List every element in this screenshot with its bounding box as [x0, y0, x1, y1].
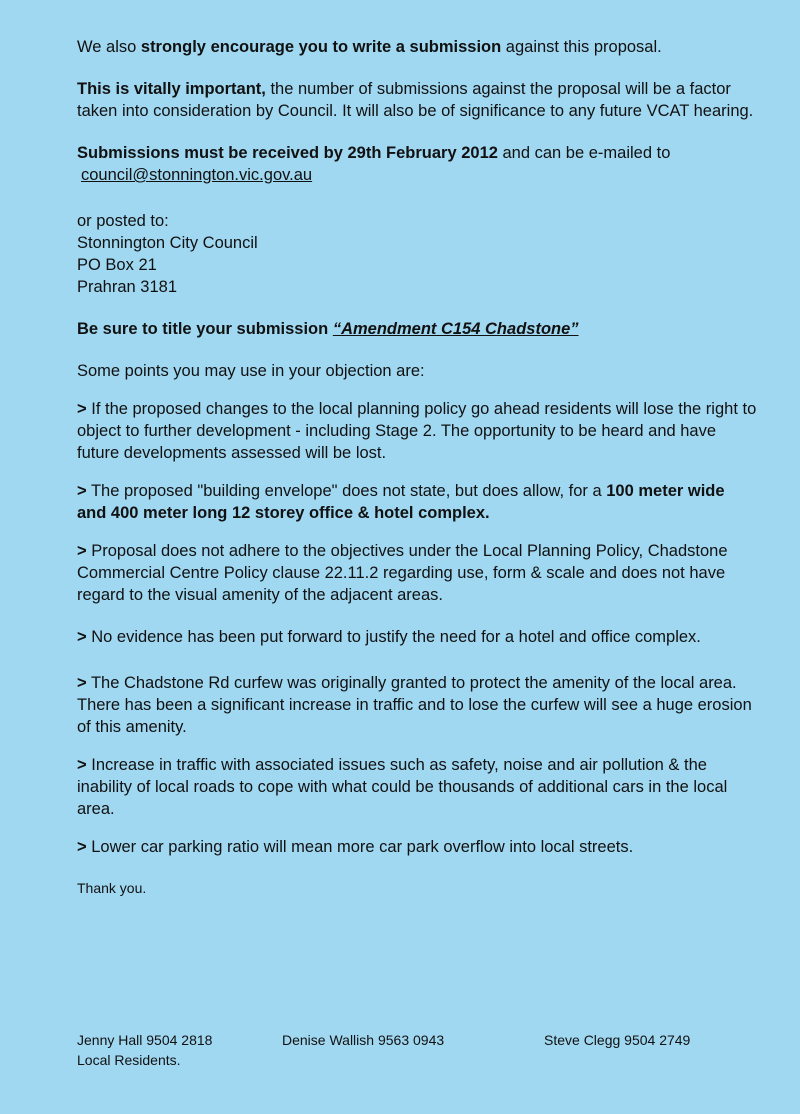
- objection-point: [77, 836, 757, 858]
- deadline-paragraph: [77, 142, 757, 164]
- point-text: The Chadstone Rd curfew was originally granted to protect the amenity of the local area. There has been a significant increase in traffic and to lose the curfew will see a huge erosion of this amenity.: [77, 674, 752, 736]
- council-email-link[interactable]: council@stonnington.vic.gov.au: [81, 166, 313, 184]
- signature-contact: Denise Wallish 9563 0943: [282, 1032, 445, 1048]
- intro-paragraph-2: [77, 78, 757, 122]
- bullet-marker: >: [77, 838, 87, 856]
- objection-point: [77, 540, 757, 606]
- bullet-marker: >: [77, 674, 87, 692]
- signature-contact: Jenny Hall 9504 2818: [77, 1032, 213, 1048]
- deadline-text: and can be e-mailed to: [497, 144, 671, 162]
- intro-emphasis: strongly encourage you to write a submission: [140, 38, 502, 56]
- bullet-marker: >: [77, 756, 87, 774]
- importance-emphasis: This is vitally important,: [77, 80, 266, 98]
- address-line: Prahran 3181: [77, 278, 177, 296]
- objection-point: [77, 622, 757, 652]
- objection-point: [77, 754, 757, 820]
- importance-text: the number of submissions against the proposal will be a factor taken into consideration by Council. It will also be of significance to any future VCAT hearing.: [77, 80, 754, 120]
- posted-to-label: or posted to:: [77, 212, 169, 230]
- objection-point: [77, 398, 757, 464]
- point-text: The proposed "building envelope" does not state, but does allow, for a: [90, 482, 607, 500]
- intro-text: We also: [77, 38, 141, 56]
- signature-contact: Steve Clegg 9504 2749: [544, 1032, 691, 1048]
- address-line: PO Box 21: [77, 256, 157, 274]
- point-text: Increase in traffic with associated issues such as safety, noise and air pollution & the inability of local roads to cope with what could be thousands of additional cars in the local area.: [77, 756, 728, 818]
- bullet-marker: >: [77, 628, 87, 646]
- point-text: If the proposed changes to the local planning policy go ahead residents will lose the right to object to further development - including Stage 2. The opportunity to be heard and have future developments assessed will be lost.: [77, 400, 757, 462]
- point-text: Lower car parking ratio will mean more car park overflow into local streets.: [91, 838, 634, 856]
- bullet-marker: >: [77, 542, 87, 560]
- point-text: No evidence has been put forward to justify the need for a hotel and office complex.: [91, 628, 701, 646]
- title-instruction-text: Be sure to title your submission: [77, 320, 333, 338]
- amendment-title: “Amendment C154 Chadstone”: [332, 320, 579, 338]
- intro-text: against this proposal.: [501, 38, 662, 56]
- bullet-marker: >: [77, 400, 87, 418]
- closing-text: Thank you.: [77, 880, 147, 896]
- points-intro: Some points you may use in your objection are:: [77, 362, 425, 380]
- deadline-emphasis: Submissions must be received by 29th February 2012: [77, 144, 498, 162]
- submission-title-instruction: [77, 318, 757, 340]
- objection-point: [77, 480, 757, 524]
- flyer-body: [77, 36, 757, 898]
- intro-paragraph-1: [77, 36, 757, 58]
- point-text: Proposal does not adhere to the objectives under the Local Planning Policy, Chadstone Commercial Centre Policy clause 22.11.2 regarding use, form & scale and does not have regard to the visual amenity of the adjacent areas.: [77, 542, 728, 604]
- email-line: [77, 164, 757, 186]
- residents-label: Local Residents.: [77, 1052, 181, 1068]
- objection-point: [77, 672, 757, 738]
- address-line: Stonnington City Council: [77, 234, 258, 252]
- point-emphasis: 100 meter wide and 400 meter long 12 storey office & hotel complex.: [77, 482, 725, 522]
- bullet-marker: >: [77, 482, 87, 500]
